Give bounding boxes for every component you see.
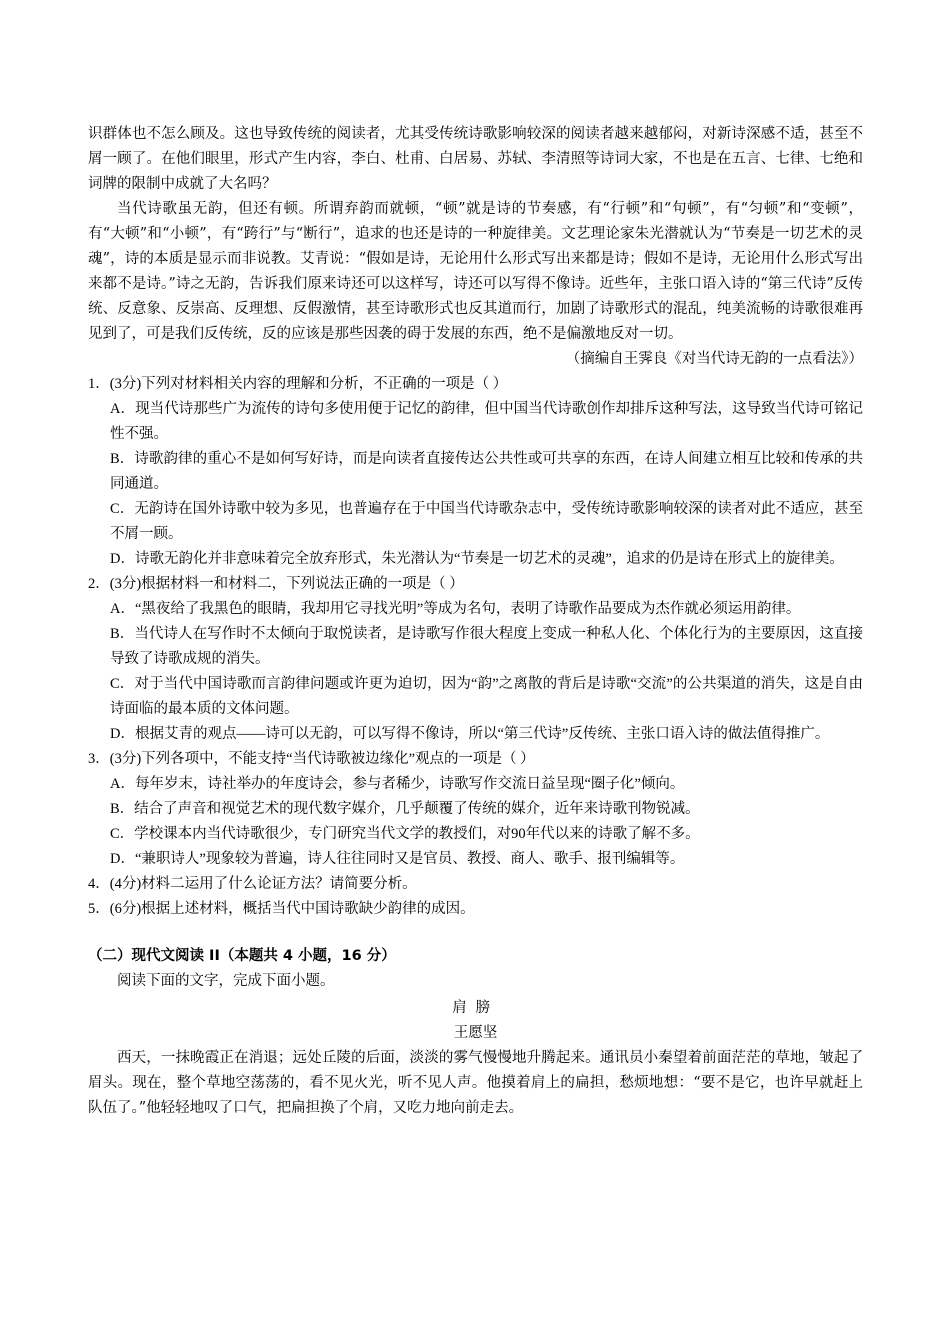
story-author: 王愿坚 bbox=[453, 1025, 498, 1041]
question-stem: 4．(4分)材料二运用了什么论证方法？请简要分析。 bbox=[88, 876, 417, 892]
option-c: C．对于当代中国诗歌而言韵律问题或许更为迫切，因为“韵”之离散的背后是诗歌“交流”的公共渠道的消失，这是自由诗面临的最本质的文体问题。 bbox=[110, 676, 863, 717]
option-list bbox=[88, 397, 863, 572]
option-b: B．结合了声音和视觉艺术的现代数字媒介，几乎颠覆了传统的媒介，近年来诗歌刊物锐减。 bbox=[110, 801, 700, 817]
question-stem: 1．(3分)下列对材料相关内容的理解和分析，不正确的一项是（ ） bbox=[88, 376, 508, 392]
reading-instruction: 阅读下面的文字，完成下面小题。 bbox=[117, 973, 335, 989]
option-list bbox=[88, 772, 863, 872]
exam-page bbox=[88, 122, 863, 1121]
question-stem: 3．(3分)下列各项中，不能支持“当代诗歌被边缘化”观点的一项是（ ） bbox=[88, 751, 535, 767]
option-c: C．学校课本内当代诗歌很少，专门研究当代文学的教授们，对90年代以来的诗歌了解不多。 bbox=[110, 826, 700, 842]
question-stem: 2．(3分)根据材料一和材料二，下列说法正确的一项是（ ） bbox=[88, 576, 464, 592]
question-5 bbox=[88, 897, 863, 922]
option-c: C．无韵诗在国外诗歌中较为多见，也普遍存在于中国当代诗歌杂志中，受传统诗歌影响较深的读者对此不适应，甚至不屑一顾。 bbox=[110, 501, 863, 542]
question-3 bbox=[88, 747, 863, 872]
material-two-paragraph-1: 识群体也不怎么顾及。这也导致传统的阅读者，尤其受传统诗歌影响较深的阅读者越来越郁闷，对新诗深感不适，甚至不屑一顾了。在他们眼里，形式产生内容，李白、杜甫、白居易、苏轼、李清照等诗词大家，不也是在五言、七律、七绝和词牌的限制中成就了大名吗？ bbox=[88, 126, 863, 192]
option-b: B．当代诗人在写作时不太倾向于取悦读者，是诗歌写作很大程度上变成一种私人化、个体化行为的主要原因，这直接导致了诗歌成规的消失。 bbox=[110, 626, 863, 667]
option-d: D．根据艾青的观点——诗可以无韵，可以写得不像诗，所以“第三代诗”反传统、主张口语入诗的做法值得推广。 bbox=[110, 726, 830, 742]
material-two-source: （摘编自王霁良《对当代诗无韵的一点看法》） bbox=[565, 351, 863, 367]
option-a: A．“黑夜给了我黑色的眼睛，我却用它寻找光明”等成为名句，表明了诗歌作品要成为杰作就必须运用韵律。 bbox=[110, 601, 801, 617]
option-d: D．“兼职诗人”现象较为普遍，诗人往往同时又是官员、教授、商人、歌手、报刊编辑等。 bbox=[110, 851, 685, 867]
question-2 bbox=[88, 572, 863, 747]
option-a: A．每年岁末，诗社举办的年度诗会，参与者稀少，诗歌写作交流日益呈现“圈子化”倾向。 bbox=[110, 776, 685, 792]
story-title: 肩膀 bbox=[452, 1000, 499, 1016]
question-4 bbox=[88, 872, 863, 897]
option-a: A．现当代诗那些广为流传的诗句多使用便于记忆的韵律，但中国当代诗歌创作却排斥这种写法，这导致当代诗可铭记性不强。 bbox=[110, 401, 863, 442]
option-b: B．诗歌韵律的重心不是如何写好诗，而是向读者直接传达公共性或可共享的东西，在诗人间建立相互比较和传承的共同通道。 bbox=[110, 451, 863, 492]
option-d: D．诗歌无韵化并非意味着完全放弃形式，朱光潜认为“节奏是一切艺术的灵魂”，追求的仍是诗在形式上的旋律美。 bbox=[110, 551, 844, 567]
question-stem: 5．(6分)根据上述材料，概括当代中国诗歌缺少韵律的成因。 bbox=[88, 901, 475, 917]
material-two-paragraph-2: 当代诗歌虽无韵，但还有顿。所谓弃韵而就顿，“顿”就是诗的节奏感，有“行顿”和“句顿”，有“匀顿”和“变顿”，有“大顿”和“小顿”，有“跨行”与“断行”，追求的也还是诗的一种旋律美。文艺理论家朱光潜就认为“节奏是一切艺术的灵魂”，诗的本质是显示而非说教。艾青说：“假如是诗，无论用什么形式写出来都是诗；假如不是诗，无论用什么形式写出来都不是诗。”诗之无韵，告诉我们原来诗还可以这样写，诗还可以写得不像诗。近些年，主张口语入诗的“第三代诗”反传统、反意象、反崇高、反理想、反假激情，甚至诗歌形式也反其道而行，加剧了诗歌形式的混乱，纯美流畅的诗歌很难再见到了，可是我们反传统，反的应该是那些因袭的碍于发展的东西，绝不是偏激地反对一切。 bbox=[88, 201, 863, 342]
story-paragraph-1: 西天，一抹晚霞正在消退；远处丘陵的后面，淡淡的雾气慢慢地升腾起来。通讯员小秦望着前面茫茫的草地，皱起了眉头。现在，整个草地空荡荡的，看不见火光，听不见人声。他摸着肩上的扁担，愁烦地想：“要不是它，也许早就赶上队伍了。”他轻轻地叹了口气，把扁担换了个肩，又吃力地向前走去。 bbox=[88, 1050, 863, 1116]
option-list bbox=[88, 597, 863, 747]
question-1 bbox=[88, 372, 863, 572]
section-heading: （二）现代文阅读 II（本题共 4 小题，16 分） bbox=[88, 948, 396, 964]
